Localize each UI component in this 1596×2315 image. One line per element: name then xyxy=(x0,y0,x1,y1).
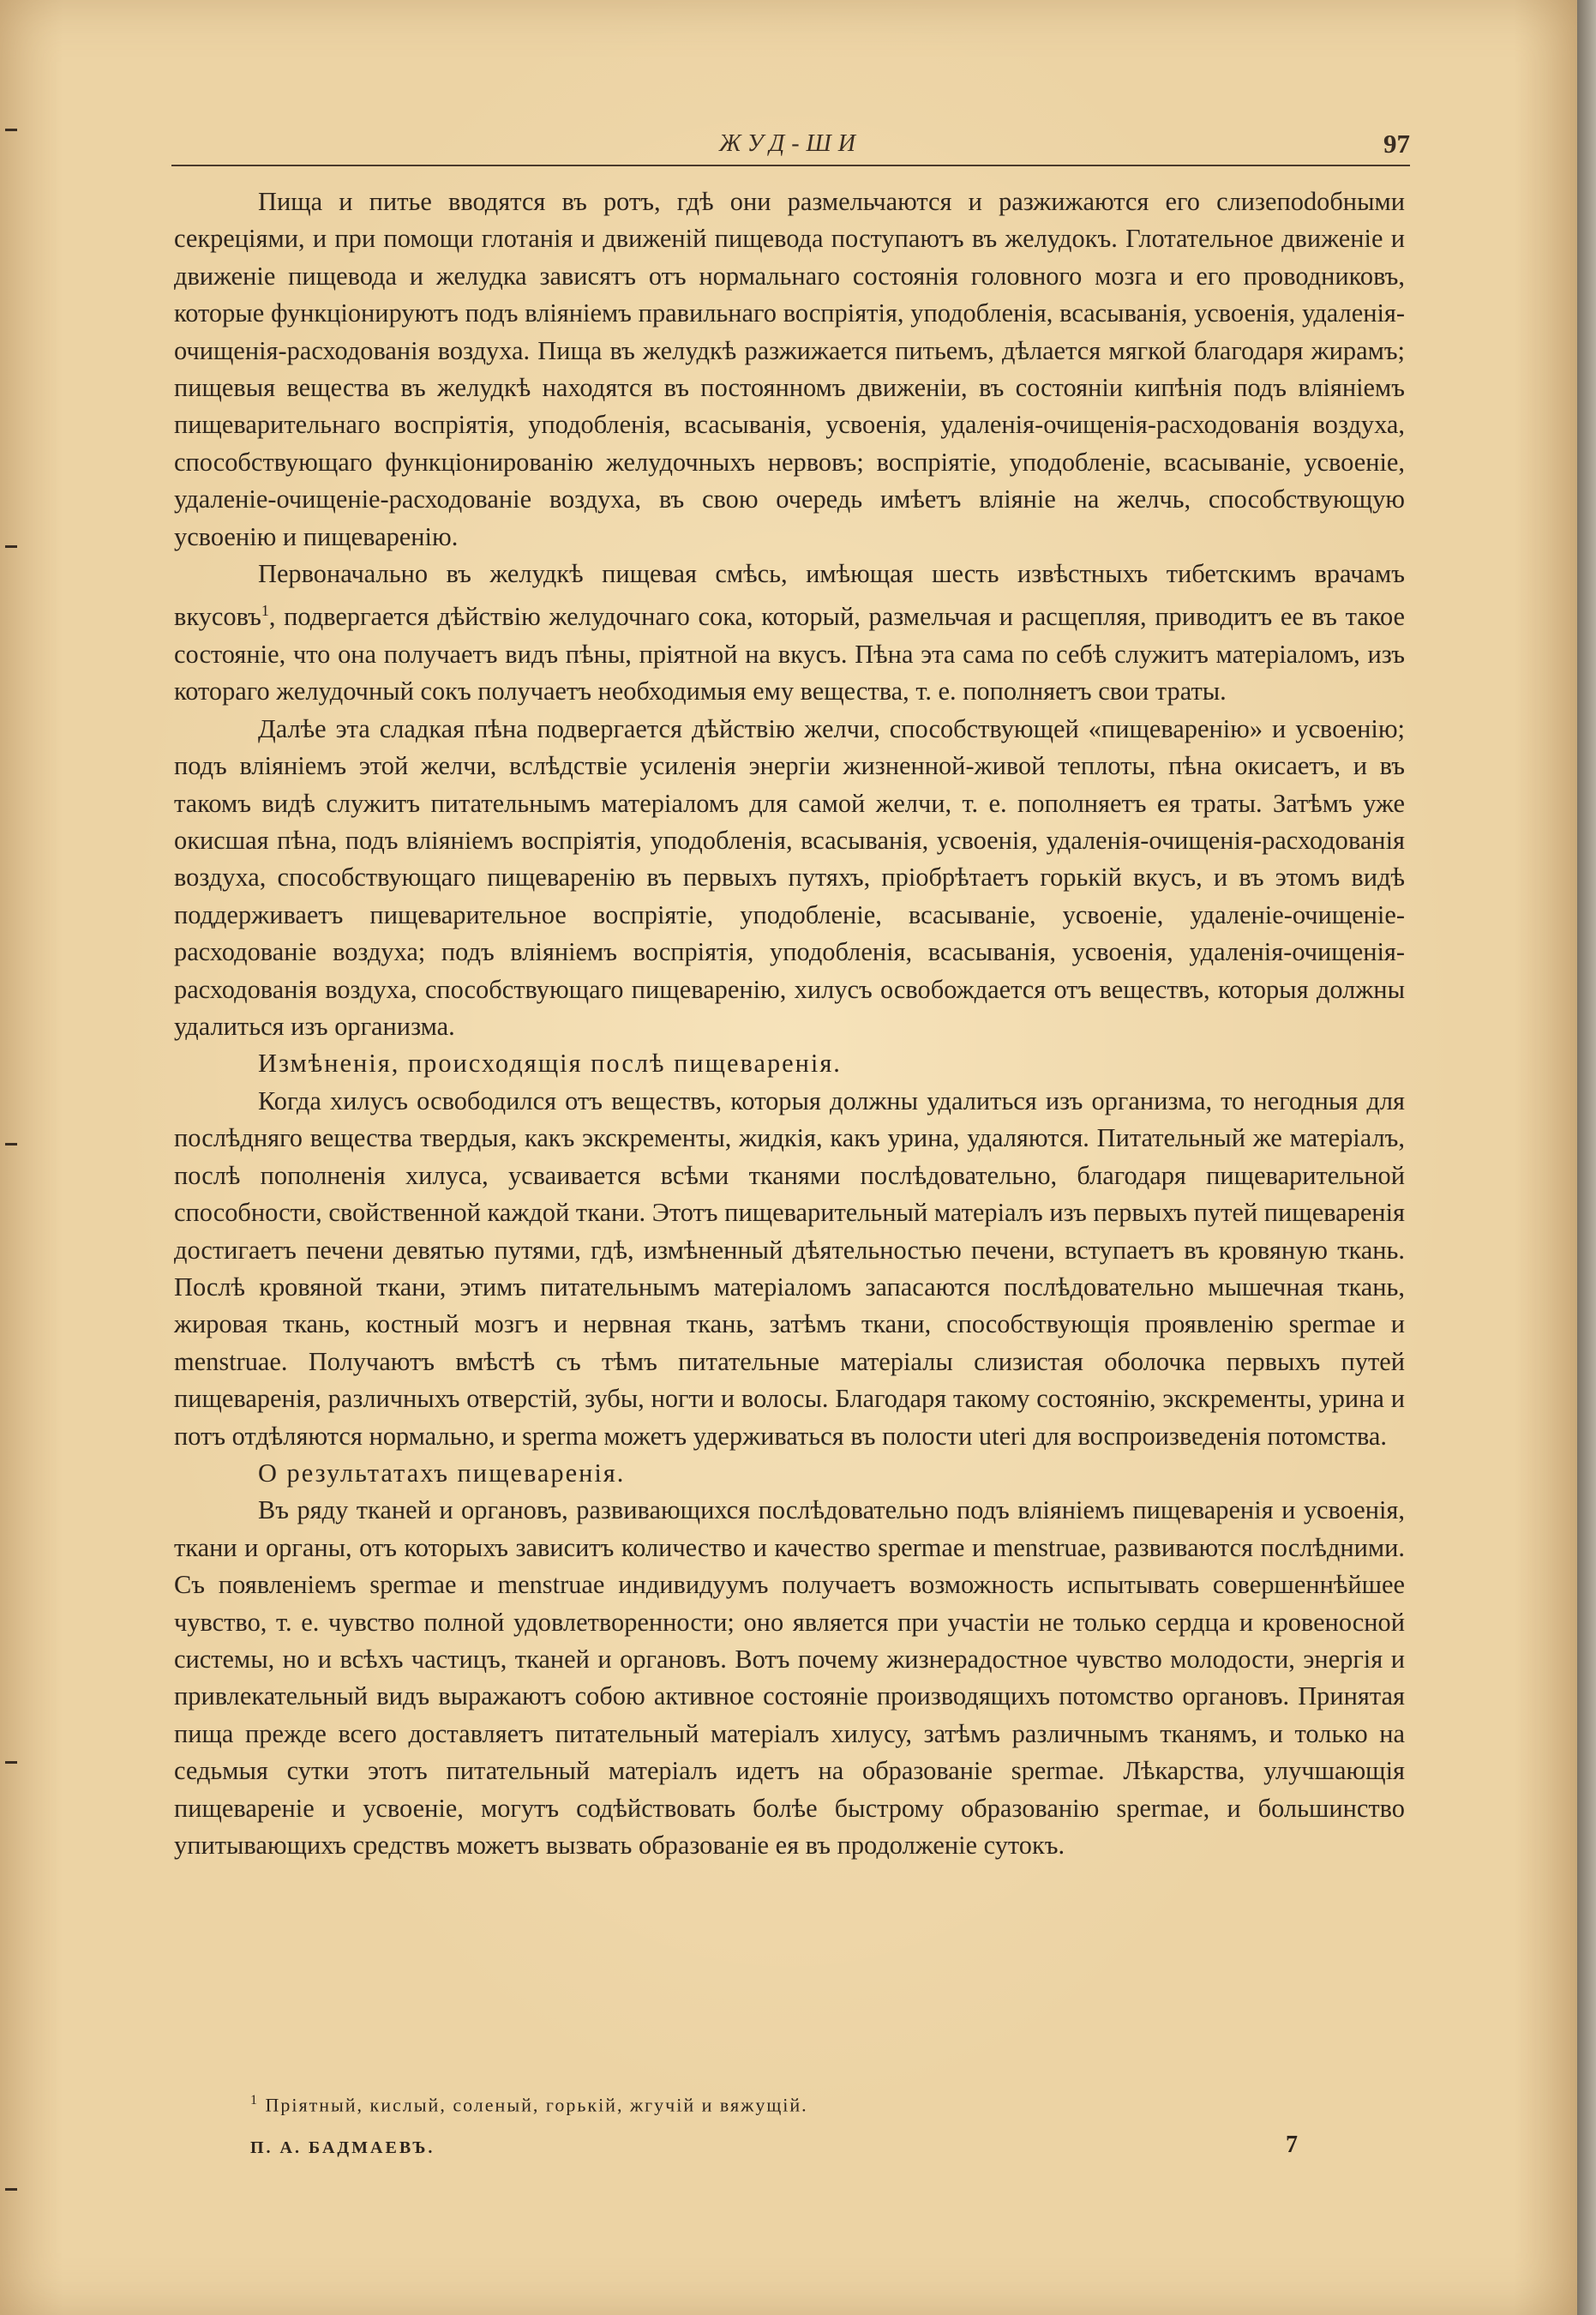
margin-mark xyxy=(5,1761,17,1764)
paragraph-3: Далѣе эта сладкая пѣна подвергается дѣйствію желчи, способствующей «пищеваренію» и усвоенію; подъ вліяніемъ этой желчи, вслѣдствіе усиленія энергіи жизненной-живой теплоты, пѣна окисаетъ, и въ такомъ видѣ служитъ питательнымъ матеріаломъ для самой желчи, т. е. пополняетъ ея траты. Затѣмъ уже окисшая пѣна, подъ вліяніемъ воспріятія, уподобленія, всасыванія, усвоенія, удаленія-очищенія-расходованія воздуха, способствующаго пищеваренію въ первыхъ путяхъ, пріобрѣтаетъ горькій вкусъ, и въ этомъ видѣ поддерживаетъ пищеварительное воспріятіе, уподобленіе, всасываніе, усвоеніе, удаленіе-очищеніе-расходованіе воздуха; подъ вліяніемъ воспріятія, уподобленія, всасыванія, усвоенія, удаленія-очищенія-расходованія воздуха, способствующаго пищеваренію, хилусъ освобождается отъ веществъ, которыя должны удалиться изъ организма. xyxy=(174,713,1405,1042)
paragraph-2-part-1: Первоначально въ желудкѣ пищевая смѣсь, имѣющая шесть извѣстныхъ тибетскимъ врачамъ вкусовъ xyxy=(174,559,1405,632)
page-edge xyxy=(1577,0,1596,2315)
footnote-reference: 1 xyxy=(261,602,269,620)
margin-mark xyxy=(5,1143,17,1145)
running-title: ЖУД-ШИ xyxy=(719,130,862,157)
footnote-text: Пріятный, кислый, соленый, горькій, жгучій и вяжущій. xyxy=(265,2094,808,2116)
footnote xyxy=(250,2093,808,2116)
paragraph-4: Когда хилусъ освободился отъ веществъ, которыя должны удалиться изъ организма, то негодныя для послѣдняго вещества твердыя, какъ экскременты, жидкія, какъ урина, удаляются. Питательный же матеріалъ, послѣ пополненія хилуса, усваивается всѣми тканями послѣдовательно, благодаря пищеварительной способности, свойственной каждой ткани. Этотъ пищеварительный матеріалъ изъ первыхъ путей пищеваренія достигаетъ печени девятью путями, гдѣ, измѣненный дѣятельностью печени, вступаетъ въ кровяную ткань. Послѣ кровяной ткани, этимъ питательнымъ матеріаломъ запасаются послѣдовательно мышечная ткань, жировая ткань, костный мозгъ и нервная ткань, затѣмъ ткани, способствующія проявленію spermae и menstruae. Получаютъ вмѣстѣ съ тѣмъ питательные матеріалы слизистая оболочка первыхъ путей пищеваренія, различныхъ отверстій, зубы, ногти и волосы. Благодаря такому состоянію, экскременты, урина и потъ отдѣляются нормально, и sperma можетъ удерживаться въ полости uteri для воспроизведенія потомства. xyxy=(174,1085,1405,1451)
paragraph-1: Пища и питье вводятся въ ротъ, гдѣ они размельчаются и разжижаются его слизепоdобными секреціями, и при помощи глотанія и движеній пищевода поступаютъ въ желудокъ. Глотательное движеніе и движеніе пищевода и желудка зависятъ отъ нормальнаго состоянія головного мозга и его проводниковъ, которые функціонируютъ подъ вліяніемъ правильнаго воспріятія, уподобленія, всасыванія, усвоенія, удаленія-очищенія-расходованія воздуха. Пища въ желудкѣ разжижается питьемъ, дѣлается мягкой благодаря жирамъ; пищевыя вещества въ желудкѣ находятся въ постоянномъ движеніи, въ состояніи кипѣнія подъ вліяніемъ пищеварительнаго воспріятія, уподобленія, всасыванія, усвоенія, удаленія-очищенія-расходованія воздуха, способствующаго функціонированію желудочныхъ нервовъ; воспріятіе, уподобленіе, всасываніе, усвоеніе, удаленіе-очищеніе-расходованіе воздуха, въ свою очередь имѣетъ вліяніе на желчь, способствующую усвоенію и пищеваренію. xyxy=(174,187,1405,551)
section-heading-1: Измѣненія, происходящія послѣ пищеваренія. xyxy=(258,1049,842,1079)
page-number: 97 xyxy=(1383,129,1410,159)
margin-mark xyxy=(5,545,17,548)
running-head xyxy=(171,127,1410,161)
section-heading-2: О результатахъ пищеваренія. xyxy=(258,1458,626,1488)
paragraph-5: Въ ряду тканей и органовъ, развивающихся послѣдовательно подъ вліяніемъ пищеваренія и усвоенія, ткани и органы, отъ которыхъ зависитъ количество и качество spermae и menstruae, развиваются послѣдними. Съ появленіемъ spermae и menstruae индивидуумъ получаетъ возможность испытывать совершеннѣйшее чувство, т. е. чувство полной удовлетворенности; оно является при участіи не только сердца и кровеносной системы, но и всѣхъ частицъ, тканей и органовъ. Вотъ почему жизнерадостное чувство молодости, энергія и привлекательный видъ выражаютъ собою активное состояніе производящихъ потомство органовъ. Принятая пища прежде всего доставляетъ питательный матеріалъ хилусу, затѣмъ различнымъ тканямъ, и только на седьмыя сутки этотъ питательный матеріалъ идетъ на образованіе spermae. Лѣкарства, улучшающія пищевареніе и усвоеніе, могутъ содѣйствовать болѣе быстрому образованію spermae, и большинство упитывающихъ средствъ можетъ вызвать образованіе ея въ продолженіе сутокъ. xyxy=(174,1495,1405,1860)
margin-mark xyxy=(5,129,17,131)
header-rule xyxy=(171,165,1410,166)
body-text xyxy=(174,183,1405,1864)
margin-mark xyxy=(5,2188,17,2191)
author-signature: П. А. БАДМАЕВЪ. xyxy=(250,2138,435,2157)
printer-signature-mark: 7 xyxy=(1286,2132,1298,2158)
paragraph-2-part-2: , подвергается дѣйствію желудочнаго сока, который, размельчая и расщепляя, приводитъ ее въ такое состояніе, что она получаетъ видъ пѣны, пріятной на вкусъ. Пѣна эта сама по себѣ служитъ матеріаломъ, изъ котораго желудочный сокъ получаетъ необходимыя ему вещества, т. е. пополняетъ свои траты. xyxy=(174,602,1405,707)
paragraph-2 xyxy=(174,556,1405,711)
footnote-marker: 1 xyxy=(250,2093,259,2108)
